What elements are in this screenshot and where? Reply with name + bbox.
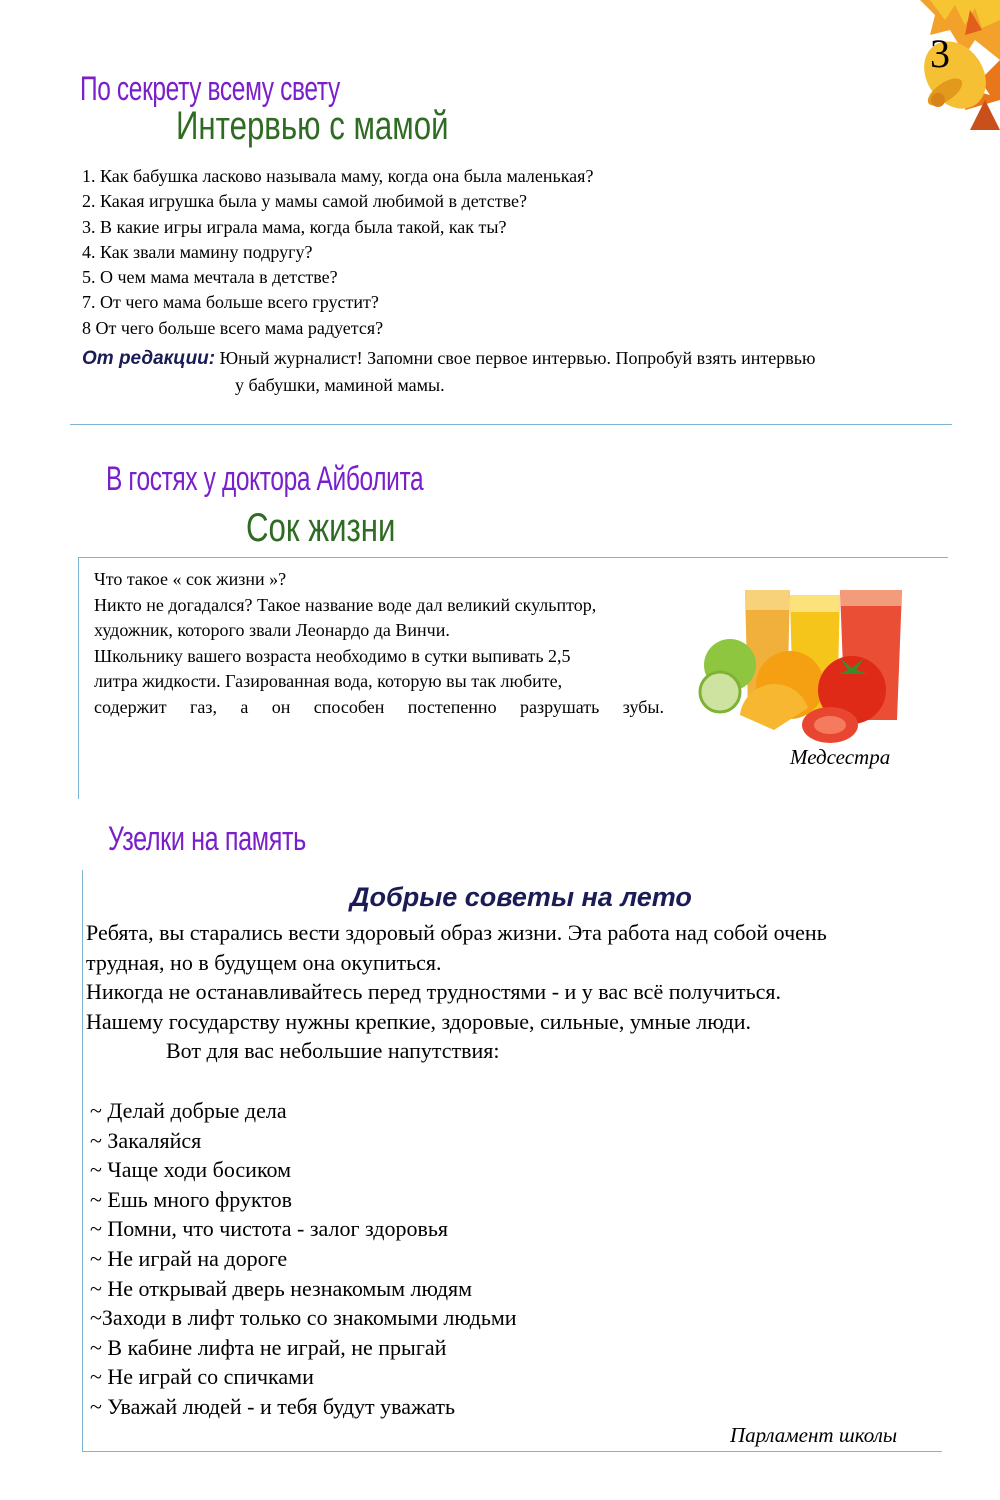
tip-item: ~ Ешь много фруктов — [90, 1186, 293, 1212]
article-line: литра жидкости. Газированная вода, которую вы так любите, — [94, 671, 563, 691]
intro-line: Никогда не останавливайтесь перед трудностями - и у вас всё получиться. — [86, 979, 782, 1004]
tips-intro — [86, 918, 956, 1066]
editorial-note — [82, 344, 952, 399]
box-bottom-border — [82, 1451, 942, 1452]
interview-question: 7. От чего мама больше всего грустит? — [82, 292, 379, 313]
article-line: Никто не догадался? Такое название воде дал великий скульптор, — [94, 594, 597, 615]
interview-title: Интервью с мамой — [176, 104, 449, 148]
intro-line: Нашему государству нужны крепкие, здоровые, сильные, умные люди. — [86, 1008, 752, 1034]
editorial-label: От редакции: — [82, 348, 216, 369]
health-section-title: В гостях у доктора Айболита — [106, 460, 424, 498]
tip-item: ~ Закаляйся — [90, 1127, 202, 1153]
tip-item: ~ Не играй со спичками — [90, 1364, 314, 1390]
tip-item: ~Заходи в лифт только со знакомыми людьми — [90, 1305, 517, 1331]
tips-lead: Вот для вас небольшие напутствия: — [166, 1038, 500, 1063]
intro-line: Ребята, вы старались вести здоровый образ жизни. Эта работа над собой очень — [86, 920, 827, 945]
tip-item: ~ Не открывай дверь незнакомым людям — [90, 1275, 473, 1301]
interview-question: 5. О чем мама мечтала в детстве? — [82, 267, 338, 288]
health-article — [94, 567, 694, 720]
interview-question: 1. Как бабушка ласково называла маму, когда она была маленькая? — [82, 166, 594, 186]
tips-list — [90, 1096, 517, 1422]
juice-and-fruits-image — [690, 580, 905, 750]
tip-item: ~ Помни, что чистота - залог здоровья — [90, 1216, 449, 1242]
editorial-text: у бабушки, маминой мамы. — [235, 375, 445, 395]
article-line: содержит газ, а он способен постепенно разрушать зубы. — [94, 696, 664, 717]
box-left-border — [82, 870, 83, 1452]
health-author: Медсестра — [790, 745, 891, 769]
box-left-border — [78, 557, 79, 799]
tip-item: ~ Уважай людей - и тебя будут уважать — [90, 1393, 456, 1419]
tip-item: ~ Чаще ходи босиком — [90, 1157, 292, 1183]
page-number: 3 — [930, 31, 950, 76]
health-title: Сок жизни — [246, 506, 396, 550]
intro-line: трудная, но в будущем она окупиться. — [86, 949, 442, 975]
interview-question: 3. В какие игры играла мама, когда была такой, как ты? — [82, 216, 507, 237]
article-line: Школьнику вашего возраста необходимо в сутки выпивать 2,5 — [94, 645, 571, 666]
article-line: Что такое « сок жизни »? — [94, 569, 287, 589]
editorial-text: Юный журналист! Запомни свое первое интервью. Попробуй взять интервью — [219, 348, 816, 368]
article-line: художник, которого звали Леонардо да Винчи. — [94, 620, 450, 640]
interview-section-title: По секрету всему свету — [80, 70, 340, 108]
interview-question: 4. Как звали мамину подругу? — [82, 241, 313, 262]
tips-heading: Добрые советы на лето — [350, 882, 692, 912]
tip-item: ~ Не играй на дороге — [90, 1245, 288, 1271]
interview-question: 2. Какая игрушка была у мамы самой любимой в детстве? — [82, 191, 527, 212]
interview-question-list — [82, 164, 593, 341]
box-top-border — [78, 557, 948, 558]
section-divider — [70, 424, 952, 425]
tip-item: ~ В кабине лифта не играй, не прыгай — [90, 1334, 447, 1360]
tips-signature: Парламент школы — [730, 1423, 898, 1447]
tip-item: ~ Делай добрые дела — [90, 1098, 287, 1123]
interview-question: 8 От чего больше всего мама радуется? — [82, 317, 384, 338]
tips-section-title: Узелки на память — [108, 820, 306, 858]
